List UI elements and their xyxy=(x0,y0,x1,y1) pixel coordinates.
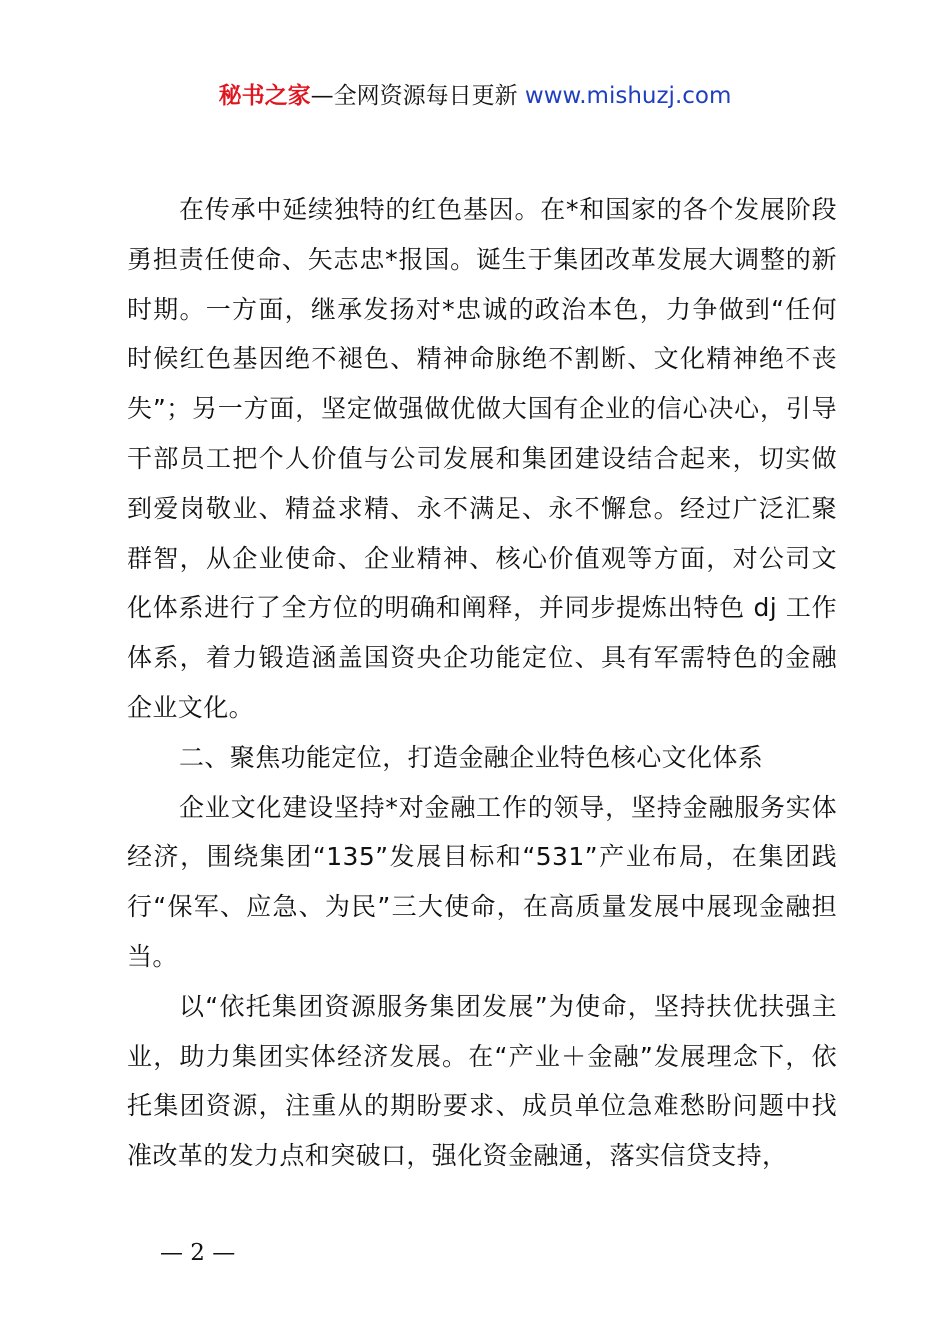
section-heading: 二、聚焦功能定位，打造金融企业特色核心文化体系 xyxy=(179,742,764,772)
document-body xyxy=(127,185,837,1181)
page-number: — 2 — xyxy=(160,1240,236,1266)
paragraph-red-gene: 在传承中延续独特的红色基因。在*和国家的各个发展阶段勇担责任使命、矢志忠*报国。诞生于集团改革发展大调整的新时期。一方面，继承发扬对*忠诚的政治本色，力争做到“任何时候红色基因绝不褪色、精神命脉绝不割断、文化精神绝不丧失”；另一方面，坚定做强做优做大国有企业的信心决心，引导干部员工把个人价值与公司发展和集团建设结合起来，切实做到爱岗敬业、精益求精、永不满足、永不懈怠。经过广泛汇聚群智，从企业使命、企业精神、核心价值观等方面，对公司文化体系进行了全方位的明确和阐释，并同步提炼出特色 dj 工作体系，着力锻造涵盖国资央企功能定位、具有军需特色的金融企业文化。 xyxy=(127,195,837,722)
paragraph-culture-building: 企业文化建设坚持*对金融工作的领导，坚持金融服务实体经济，围绕集团“135”发展目标和“531”产业布局，在集团践行“保军、应急、为民”三大使命，在高质量发展中展现金融担当。 xyxy=(127,792,837,971)
header-tagline: —全网资源每日更新 xyxy=(310,83,518,109)
brand-name: 秘书之家 xyxy=(218,83,311,109)
site-url-link[interactable]: www.mishuzj.com xyxy=(524,83,732,109)
site-header xyxy=(0,80,950,112)
paragraph-mission: 以“依托集团资源服务集团发展”为使命，坚持扶优扶强主业，助力集团实体经济发展。在“产业＋金融”发展理念下，依托集团资源，注重从的期盼要求、成员单位急难愁盼问题中找准改革的发力点和突破口，强化资金融通，落实信贷支持， xyxy=(127,991,837,1171)
